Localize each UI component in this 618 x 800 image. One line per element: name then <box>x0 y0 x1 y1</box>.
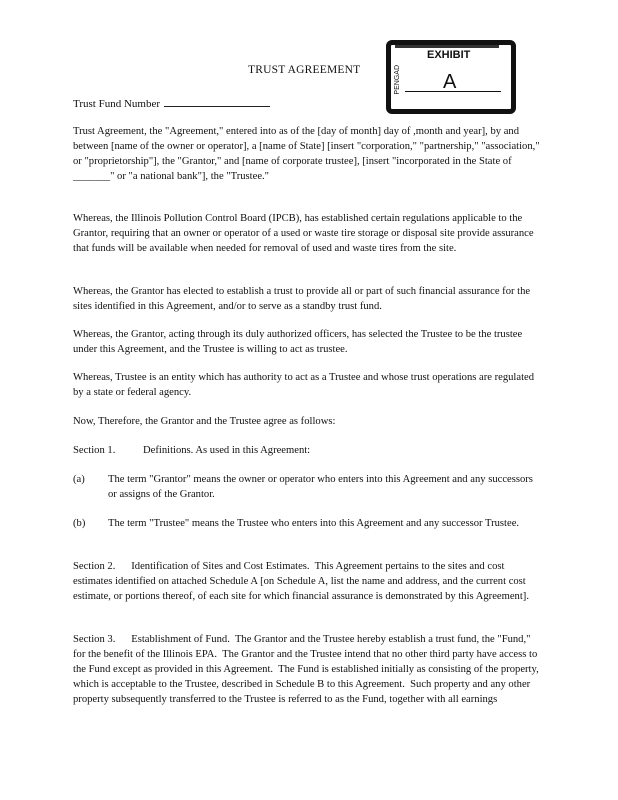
paragraph-whereas-grantor: Whereas, the Grantor has elected to establish a trust to provide all or part of such financial assurance for the sites identified in this Agreement, and/or to serve as a standby trust fund. <box>73 286 531 312</box>
section3-paragraph: Section 3. Establishment of Fund. The Grantor and the Trustee hereby establish a trust fund, the "Fund," for the benefit of the Illinois EPA. The Grantor and the Trustee intend that no other third party have access to the Fund except as provided in this Agreement. The Fund is established initially as consisting of the property, which is acceptable to the Trustee, described in Schedule B to this Agreement. Such property and any other property subsequently transferred to the Trustee is referred to as the Fund, together with all earnings <box>73 634 542 705</box>
exhibit-label: EXHIBIT <box>427 49 471 61</box>
section2-paragraph: Section 2. Identification of Sites and Cost Estimates. This Agreement pertains to the sites and cost estimates identified on attached Schedule A [on Schedule A, list the name and address, and the current cost estimate, or portions thereof, of each site for which financial assurance is demonstrated by this Agreement]. <box>73 561 529 602</box>
document-title: TRUST AGREEMENT <box>248 64 361 76</box>
exhibit-sticker <box>386 40 516 114</box>
exhibit-letter: A <box>443 71 457 93</box>
paragraph-whereas-ipcb: Whereas, the Illinois Pollution Control Board (IPCB), has established certain regulations applicable to the Grantor, requiring that an owner or operator of a used or waste tire storage or disposal site provide assurance that funds will be available when needed for removal of used and waste tires from the site. <box>73 213 534 254</box>
item-b-text: The term "Trustee" means the Trustee who enters into this Agreement and any successor Trustee. <box>108 518 520 529</box>
exhibit-side-text: PENGAD <box>394 65 401 95</box>
paragraph-whereas-authority: Whereas, Trustee is an entity which has authority to act as a Trustee and whose trust operations are regulated by a state or federal agency. <box>73 372 535 398</box>
paragraph-preamble: Trust Agreement, the "Agreement," entered into as of the [day of month] day of ,month and year], by and between [name of the owner or operator], a [name of State] [insert "corporation," "partnership," "association," or "proprietorship"], the "Grantor," and [name of corporate trustee], [insert "incorporated in the State of _______" or "a national bank"], the "Trustee." <box>73 126 540 182</box>
item-b-label: (b) <box>73 518 86 529</box>
section1-heading: Definitions. As used in this Agreement: <box>143 445 311 456</box>
item-a-text: The term "Grantor" means the owner or operator who enters into this Agreement and any successors or assigns of the Grantor. <box>108 474 533 500</box>
item-a-label: (a) <box>73 474 85 485</box>
exhibit-underline <box>405 91 501 92</box>
paragraph-now-therefore: Now, Therefore, the Grantor and the Trustee agree as follows: <box>73 416 336 427</box>
trust-fund-number-blank <box>164 96 270 107</box>
trust-fund-number <box>73 96 270 110</box>
paragraph-whereas-trustee: Whereas, the Grantor, acting through its duly authorized officers, has selected the Trustee to be the trustee under this Agreement, and the Trustee is willing to act as trustee. <box>73 329 523 355</box>
section1-number: Section 1. <box>73 445 116 456</box>
trust-fund-number-label: Trust Fund Number <box>73 98 160 110</box>
exhibit-top-strip <box>395 45 499 48</box>
